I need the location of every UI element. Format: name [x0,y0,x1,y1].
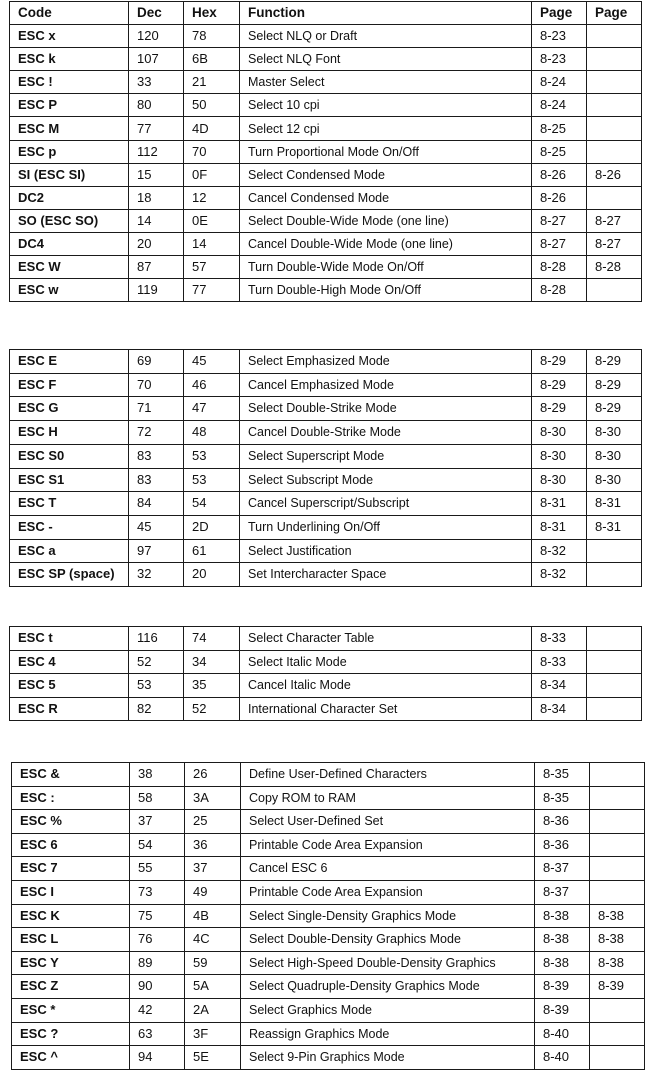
table-row [10,140,642,163]
cell-dec: 120 [129,25,184,48]
cell-code: ESC - [10,515,129,539]
cell-hex: 5A [185,975,241,999]
cell-function: International Character Set [240,697,532,721]
cell-page: 8-28 [532,279,587,302]
cell-page-2 [590,763,645,787]
cell-dec: 15 [129,163,184,186]
cell-hex: 70 [184,140,240,163]
cell-page-2: 8-27 [587,232,642,255]
cell-function: Select NLQ Font [240,48,532,71]
cell-function: Select User-Defined Set [241,810,535,834]
table-row [10,627,642,651]
cell-page: 8-30 [532,421,587,445]
table-row [12,1046,645,1070]
table-row [12,1022,645,1046]
cell-hex: 34 [184,650,240,674]
cell-hex: 50 [184,94,240,117]
cell-dec: 37 [130,810,185,834]
cell-function: Turn Double-Wide Mode On/Off [240,256,532,279]
cell-page-2 [587,627,642,651]
cell-page-2 [587,140,642,163]
cell-page: 8-38 [535,951,590,975]
cell-page-2 [587,674,642,698]
table-row [10,515,642,539]
cell-page-2: 8-27 [587,209,642,232]
cell-code: ESC W [10,256,129,279]
cell-page: 8-39 [535,975,590,999]
header-page: Page [532,2,587,25]
cell-code: DC2 [10,186,129,209]
cell-page: 8-24 [532,71,587,94]
cell-hex: 74 [184,627,240,651]
cell-page-2 [590,1046,645,1070]
cell-page-2: 8-29 [587,350,642,374]
cell-page-2 [590,810,645,834]
cell-page: 8-35 [535,763,590,787]
table-row [10,397,642,421]
cell-page: 8-23 [532,25,587,48]
table-row [10,25,642,48]
cell-code: ESC F [10,373,129,397]
cell-page-2 [587,539,642,563]
header-code: Code [10,2,129,25]
cell-hex: 6B [184,48,240,71]
cell-code: ESC k [10,48,129,71]
cell-dec: 33 [129,71,184,94]
cell-dec: 112 [129,140,184,163]
cell-function: Reassign Graphics Mode [241,1022,535,1046]
cell-page: 8-25 [532,140,587,163]
cell-hex: 61 [184,539,240,563]
cell-dec: 42 [130,998,185,1022]
cell-function: Cancel Double-Strike Mode [240,421,532,445]
cell-page: 8-23 [532,48,587,71]
cell-dec: 107 [129,48,184,71]
cell-page-2: 8-29 [587,373,642,397]
cell-code: ESC : [12,786,130,810]
cell-page-2: 8-38 [590,904,645,928]
cell-hex: 5E [185,1046,241,1070]
table-row [10,563,642,587]
cell-dec: 83 [129,444,184,468]
cell-function: Select Emphasized Mode [240,350,532,374]
cell-hex: 2A [185,998,241,1022]
cell-page-2: 8-30 [587,444,642,468]
cell-code: ESC x [10,25,129,48]
cell-page: 8-37 [535,857,590,881]
cell-function: Cancel Double-Wide Mode (one line) [240,232,532,255]
cell-function: Select Double-Density Graphics Mode [241,928,535,952]
cell-dec: 71 [129,397,184,421]
table-row [10,373,642,397]
table-row [10,279,642,302]
cell-code: DC4 [10,232,129,255]
table-row [12,833,645,857]
cell-dec: 73 [130,880,185,904]
cell-dec: 53 [129,674,184,698]
cell-hex: 35 [184,674,240,698]
cell-page: 8-38 [535,928,590,952]
cell-dec: 54 [130,833,185,857]
cell-hex: 78 [184,25,240,48]
cell-page-2 [587,117,642,140]
cell-code: ESC t [10,627,129,651]
table-row [10,209,642,232]
cell-hex: 2D [184,515,240,539]
cell-page-2 [587,94,642,117]
cell-function: Cancel ESC 6 [241,857,535,881]
cell-page: 8-28 [532,256,587,279]
cell-hex: 20 [184,563,240,587]
cell-function: Set Intercharacter Space [240,563,532,587]
table-row [12,998,645,1022]
cell-dec: 76 [130,928,185,952]
cell-dec: 75 [130,904,185,928]
cell-page: 8-39 [535,998,590,1022]
table-row [10,468,642,492]
cell-page: 8-32 [532,563,587,587]
cell-page-2: 8-38 [590,928,645,952]
cell-code: ESC * [12,998,130,1022]
table-row [10,71,642,94]
cell-page: 8-24 [532,94,587,117]
cell-page-2: 8-30 [587,468,642,492]
cell-code: ESC R [10,697,129,721]
cell-function: Select Condensed Mode [240,163,532,186]
cell-function: Select High-Speed Double-Density Graphics [241,951,535,975]
cell-hex: 12 [184,186,240,209]
cell-page: 8-40 [535,1046,590,1070]
cell-dec: 83 [129,468,184,492]
cell-page: 8-35 [535,786,590,810]
cell-page: 8-36 [535,833,590,857]
table-row [10,674,642,698]
cell-hex: 46 [184,373,240,397]
cell-page: 8-29 [532,373,587,397]
cell-code: ESC ? [12,1022,130,1046]
cell-code: ESC G [10,397,129,421]
cell-code: ESC P [10,94,129,117]
cell-dec: 119 [129,279,184,302]
table-row [10,444,642,468]
cell-dec: 38 [130,763,185,787]
table-row [10,48,642,71]
header-hex: Hex [184,2,240,25]
cell-page-2: 8-38 [590,951,645,975]
cell-function: Select 10 cpi [240,94,532,117]
cell-function: Select Quadruple-Density Graphics Mode [241,975,535,999]
cell-function: Select Graphics Mode [241,998,535,1022]
cell-function: Select 9-Pin Graphics Mode [241,1046,535,1070]
cell-hex: 25 [185,810,241,834]
command-table-3 [9,626,642,721]
cell-hex: 3A [185,786,241,810]
cell-page-2 [590,1022,645,1046]
cell-page: 8-32 [532,539,587,563]
cell-code: ESC w [10,279,129,302]
cell-function: Select Double-Strike Mode [240,397,532,421]
cell-function: Copy ROM to RAM [241,786,535,810]
cell-dec: 84 [129,492,184,516]
table-row [12,857,645,881]
table-row [10,163,642,186]
cell-page-2 [587,25,642,48]
cell-page: 8-33 [532,627,587,651]
table-row [10,186,642,209]
cell-page-2: 8-29 [587,397,642,421]
cell-page: 8-27 [532,209,587,232]
cell-code: ESC K [12,904,130,928]
cell-function: Cancel Emphasized Mode [240,373,532,397]
cell-code: ESC SP (space) [10,563,129,587]
cell-page-2 [587,279,642,302]
table-row [12,786,645,810]
cell-hex: 59 [185,951,241,975]
cell-hex: 54 [184,492,240,516]
cell-page-2 [590,833,645,857]
table-row [10,539,642,563]
cell-dec: 32 [129,563,184,587]
command-table-1 [9,1,642,302]
table-row [10,650,642,674]
cell-hex: 52 [184,697,240,721]
cell-dec: 82 [129,697,184,721]
cell-page-2 [587,186,642,209]
cell-code: ESC p [10,140,129,163]
cell-page: 8-31 [532,492,587,516]
cell-page: 8-30 [532,468,587,492]
cell-code: ESC H [10,421,129,445]
cell-function: Turn Underlining On/Off [240,515,532,539]
cell-page-2 [590,857,645,881]
cell-code: ESC ^ [12,1046,130,1070]
cell-page-2 [590,786,645,810]
cell-page: 8-30 [532,444,587,468]
cell-code: ESC Z [12,975,130,999]
cell-function: Select Single-Density Graphics Mode [241,904,535,928]
cell-page: 8-29 [532,350,587,374]
cell-code: ESC 6 [12,833,130,857]
cell-code: ESC M [10,117,129,140]
cell-code: ESC I [12,880,130,904]
table-row [10,94,642,117]
cell-hex: 45 [184,350,240,374]
header-page-2: Page [587,2,642,25]
cell-function: Printable Code Area Expansion [241,833,535,857]
cell-function: Turn Double-High Mode On/Off [240,279,532,302]
cell-hex: 3F [185,1022,241,1046]
cell-dec: 97 [129,539,184,563]
cell-function: Printable Code Area Expansion [241,880,535,904]
cell-page-2 [587,697,642,721]
table-row [10,232,642,255]
table-row [12,880,645,904]
cell-page-2 [587,563,642,587]
cell-code: ESC & [12,763,130,787]
table-row [10,492,642,516]
cell-page-2: 8-31 [587,515,642,539]
cell-hex: 53 [184,468,240,492]
cell-hex: 0F [184,163,240,186]
cell-code: ESC E [10,350,129,374]
cell-page-2: 8-28 [587,256,642,279]
table-row [10,350,642,374]
table-row [10,421,642,445]
cell-page-2 [587,71,642,94]
cell-code: SO (ESC SO) [10,209,129,232]
cell-code: ESC % [12,810,130,834]
cell-page-2 [590,880,645,904]
cell-page: 8-33 [532,650,587,674]
cell-hex: 4D [184,117,240,140]
cell-hex: 14 [184,232,240,255]
cell-code: ESC L [12,928,130,952]
cell-dec: 70 [129,373,184,397]
table-row [12,975,645,999]
table-row [12,763,645,787]
cell-function: Cancel Italic Mode [240,674,532,698]
cell-dec: 77 [129,117,184,140]
cell-function: Select Superscript Mode [240,444,532,468]
cell-dec: 89 [130,951,185,975]
cell-dec: 116 [129,627,184,651]
cell-function: Select NLQ or Draft [240,25,532,48]
cell-page-2: 8-39 [590,975,645,999]
cell-code: ESC 5 [10,674,129,698]
cell-page: 8-38 [535,904,590,928]
cell-function: Cancel Condensed Mode [240,186,532,209]
cell-hex: 53 [184,444,240,468]
cell-page: 8-37 [535,880,590,904]
cell-code: ESC S0 [10,444,129,468]
cell-dec: 20 [129,232,184,255]
cell-page-2: 8-31 [587,492,642,516]
cell-code: ESC S1 [10,468,129,492]
cell-function: Select Justification [240,539,532,563]
cell-hex: 36 [185,833,241,857]
cell-function: Turn Proportional Mode On/Off [240,140,532,163]
cell-code: ESC Y [12,951,130,975]
cell-page: 8-31 [532,515,587,539]
cell-code: ESC a [10,539,129,563]
cell-function: Cancel Superscript/Subscript [240,492,532,516]
cell-hex: 4B [185,904,241,928]
cell-dec: 72 [129,421,184,445]
cell-code: ESC 4 [10,650,129,674]
cell-dec: 87 [129,256,184,279]
cell-hex: 26 [185,763,241,787]
cell-hex: 4C [185,928,241,952]
cell-code: SI (ESC SI) [10,163,129,186]
cell-page-2: 8-26 [587,163,642,186]
command-table-2 [9,349,642,587]
cell-code: ESC ! [10,71,129,94]
cell-code: ESC 7 [12,857,130,881]
header-dec: Dec [129,2,184,25]
cell-hex: 48 [184,421,240,445]
header-function: Function [240,2,532,25]
table-row [10,697,642,721]
cell-page: 8-27 [532,232,587,255]
cell-page: 8-34 [532,674,587,698]
cell-dec: 45 [129,515,184,539]
cell-hex: 49 [185,880,241,904]
cell-hex: 77 [184,279,240,302]
cell-page-2 [587,650,642,674]
cell-function: Master Select [240,71,532,94]
cell-hex: 57 [184,256,240,279]
cell-dec: 18 [129,186,184,209]
cell-dec: 80 [129,94,184,117]
cell-dec: 69 [129,350,184,374]
cell-hex: 47 [184,397,240,421]
cell-page-2: 8-30 [587,421,642,445]
cell-page: 8-29 [532,397,587,421]
cell-page-2 [587,48,642,71]
cell-function: Select Italic Mode [240,650,532,674]
cell-hex: 37 [185,857,241,881]
cell-page: 8-25 [532,117,587,140]
table-row [12,928,645,952]
table-row [10,117,642,140]
cell-function: Select 12 cpi [240,117,532,140]
cell-function: Define User-Defined Characters [241,763,535,787]
cell-function: Select Character Table [240,627,532,651]
cell-page: 8-26 [532,186,587,209]
cell-page: 8-34 [532,697,587,721]
cell-code: ESC T [10,492,129,516]
cell-dec: 58 [130,786,185,810]
table-row [12,810,645,834]
cell-page-2 [590,998,645,1022]
cell-dec: 14 [129,209,184,232]
cell-page: 8-36 [535,810,590,834]
cell-dec: 94 [130,1046,185,1070]
cell-page: 8-40 [535,1022,590,1046]
cell-hex: 21 [184,71,240,94]
cell-page: 8-26 [532,163,587,186]
cell-function: Select Double-Wide Mode (one line) [240,209,532,232]
cell-dec: 63 [130,1022,185,1046]
command-table-4 [11,762,645,1070]
table-row [10,256,642,279]
cell-hex: 0E [184,209,240,232]
table-row [12,951,645,975]
cell-dec: 55 [130,857,185,881]
table-row [12,904,645,928]
cell-dec: 52 [129,650,184,674]
cell-function: Select Subscript Mode [240,468,532,492]
cell-dec: 90 [130,975,185,999]
header-row [10,2,642,25]
